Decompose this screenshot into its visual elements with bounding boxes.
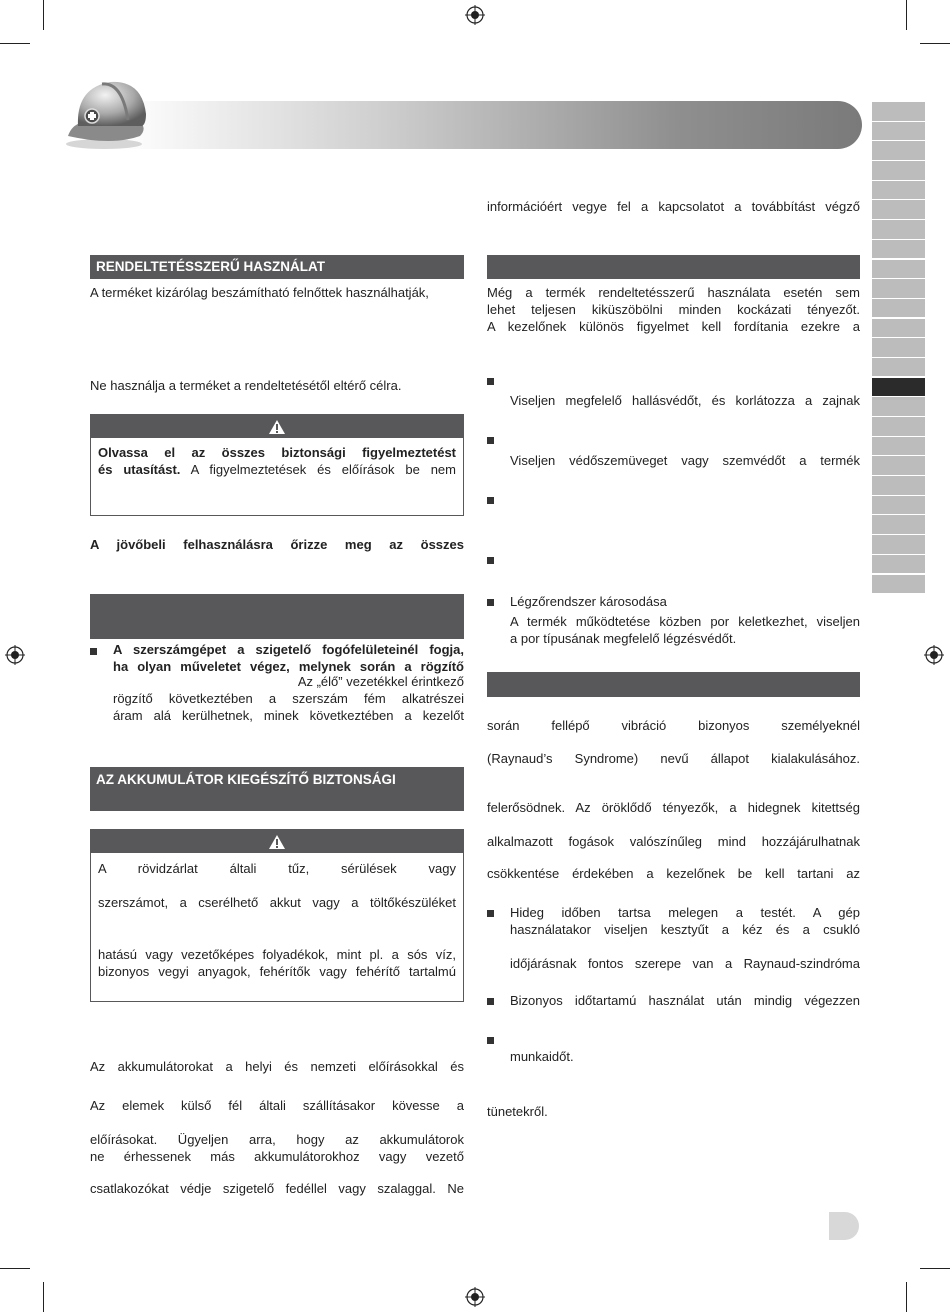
battery-safety-heading: AZ AKKUMULÁTOR KIEGÉSZÍTŐ BIZTONSÁGI	[90, 767, 464, 811]
hearing-line: Viseljen megfelelő hallásvédőt, és korlátozza a zajnak	[510, 393, 860, 408]
registration-mark-icon	[5, 645, 25, 665]
chapter-tab[interactable]	[872, 476, 925, 495]
bullet1-line4: rögzítő következtében a szerszám fém alkatrészei	[113, 691, 464, 706]
chapter-tab[interactable]	[872, 397, 925, 416]
chapter-tab[interactable]	[872, 260, 925, 279]
chapter-tabs	[872, 102, 925, 594]
chapter-tab[interactable]	[872, 456, 925, 475]
chapter-tab[interactable]	[872, 299, 925, 318]
registration-mark-icon	[465, 5, 485, 25]
disposal-line4: ne érhessenek más akkumulátorokhoz vagy vezető	[90, 1149, 464, 1164]
chapter-tab[interactable]	[872, 555, 925, 574]
vibration-line3: felerősödnek. Az öröklődő tényezők, a hidegnek kitettség	[487, 800, 860, 815]
chapter-tab-active[interactable]	[872, 378, 925, 397]
cold-line3: időjárásnak fontos szerepe van a Raynaud-szindróma	[510, 956, 860, 971]
warning1-bold: és utasítást.	[98, 462, 181, 477]
respiratory-line2: a por típusának megfelelő légzésvédőt.	[510, 631, 737, 646]
intended-use-line1: A terméket kizárólag beszámítható felnőttek használhatják,	[90, 285, 429, 300]
residual-line3: A kezelőnek különös figyelmet kell fordítania ezekre a	[487, 319, 860, 334]
cold-line2: használatakor viseljen kesztyűt a kéz és a csukló	[510, 922, 860, 937]
registration-mark-icon	[465, 1287, 485, 1307]
bullet-icon	[487, 378, 494, 385]
warning-bar	[91, 830, 463, 853]
registration-mark-icon	[924, 645, 944, 665]
chapter-tab[interactable]	[872, 319, 925, 338]
disposal-line2: Az elemek külső fél általi szállításakor kövesse a	[90, 1098, 464, 1113]
warning-triangle-icon	[268, 834, 286, 850]
section-heading-bar	[90, 594, 464, 639]
bullet1-line2: ha olyan műveletet végez, melynek során a rögzítő	[113, 659, 464, 674]
chapter-tab[interactable]	[872, 102, 925, 121]
chapter-tab[interactable]	[872, 575, 925, 594]
vibration-heading-bar	[487, 672, 860, 697]
warning1-line2	[98, 461, 456, 478]
warning1-line1: Olvassa el az összes biztonsági figyelmeztetést	[98, 445, 456, 460]
page-number-marker	[829, 1212, 859, 1240]
vibration-line2: (Raynaud’s Syndrome) nevű állapot kialakulásához.	[487, 751, 860, 766]
chapter-tab[interactable]	[872, 535, 925, 554]
chapter-tab[interactable]	[872, 358, 925, 377]
bullet1-line3: Az „élő” vezetékkel érintkező	[297, 674, 464, 689]
chapter-tab[interactable]	[872, 220, 925, 239]
chapter-tab[interactable]	[872, 515, 925, 534]
bullet-icon	[487, 910, 494, 917]
intended-use-heading: RENDELTETÉSSZERŰ HASZNÁLAT	[90, 255, 464, 279]
chapter-tab[interactable]	[872, 496, 925, 515]
cold-line1: Hideg időben tartsa melegen a testét. A gép	[510, 905, 860, 920]
residual-line2: lehet teljesen kiküszöbölni minden kockázati tényezőt.	[487, 302, 860, 317]
safety-helmet-icon	[62, 74, 152, 152]
disposal-line5: csatlakozókat védje szigetelő fedéllel vagy szalaggal. Ne	[90, 1181, 464, 1196]
chapter-tab[interactable]	[872, 279, 925, 298]
bullet-icon	[487, 1037, 494, 1044]
chapter-tab[interactable]	[872, 161, 925, 180]
intended-use-line2: Ne használja a terméket a rendeltetésétől eltérő célra.	[90, 378, 402, 393]
symptoms-line: tünetekről.	[487, 1104, 548, 1119]
respiratory-line1: A termék működtetése közben por keletkezhet, viseljen	[510, 614, 860, 629]
warning2-line4: bizonyos vegyi anyagok, fehérítők vagy fehérítő tartalmú	[98, 964, 456, 979]
bullet-icon	[487, 998, 494, 1005]
residual-risk-heading-bar	[487, 255, 860, 279]
bullet1-line5: áram alá kerülhetnek, minek következtében a kezelőt	[113, 708, 464, 723]
bullet-icon	[90, 648, 97, 655]
warning1-rest: A figyelmeztetések és előírások be nem	[180, 462, 456, 477]
bullet-icon	[487, 599, 494, 606]
breaks-line: Bizonyos időtartamú használat után mindig végezzen	[510, 993, 860, 1008]
chapter-tab[interactable]	[872, 417, 925, 436]
bullet-icon	[487, 437, 494, 444]
vibration-line4: alkalmazott fogások valószínűleg mind hozzájárulhatnak	[487, 834, 860, 849]
warning2-line2: szerszámot, a cserélhető akkut vagy a töltőkészüléket	[98, 895, 456, 910]
header-banner	[120, 101, 862, 149]
disposal-line1: Az akkumulátorokat a helyi és nemzeti előírásokkal és	[90, 1059, 464, 1074]
disposal-line3: előírásokat. Ügyeljen arra, hogy az akkumulátorok	[90, 1132, 464, 1147]
warning2-line1: A rövidzárlat általi tűz, sérülések vagy	[98, 861, 456, 876]
respiratory-title: Légzőrendszer károsodása	[510, 594, 667, 609]
warning-bar	[91, 415, 463, 438]
chapter-tab[interactable]	[872, 338, 925, 357]
bullet1-line1: A szerszámgépet a szigetelő fogófelületeinél fogja,	[113, 642, 464, 657]
keep-instructions-line: A jövőbeli felhasználásra őrizze meg az összes	[90, 537, 464, 552]
warning-triangle-icon	[268, 419, 286, 435]
vibration-line1: során fellépő vibráció bizonyos személyeknél	[487, 718, 860, 733]
bullet-icon	[487, 497, 494, 504]
chapter-tab[interactable]	[872, 200, 925, 219]
eyes-line: Viseljen védőszemüveget vagy szemvédőt a termék	[510, 453, 860, 468]
chapter-tab[interactable]	[872, 141, 925, 160]
chapter-tab[interactable]	[872, 437, 925, 456]
warning2-line3: hatású vagy vezetőképes folyadékok, mint pl. a sós víz,	[98, 947, 456, 962]
chapter-tab[interactable]	[872, 122, 925, 141]
residual-line1: Még a termék rendeltetésszerű használata esetén sem	[487, 285, 860, 300]
bullet-icon	[487, 557, 494, 564]
info-line: információért vegye fel a kapcsolatot a továbbítást végző	[487, 199, 860, 214]
vibration-line5: csökkentése érdekében a kezelőnek be kell tartani az	[487, 866, 860, 881]
worktime-line: munkaidőt.	[510, 1049, 574, 1064]
chapter-tab[interactable]	[872, 181, 925, 200]
chapter-tab[interactable]	[872, 240, 925, 259]
